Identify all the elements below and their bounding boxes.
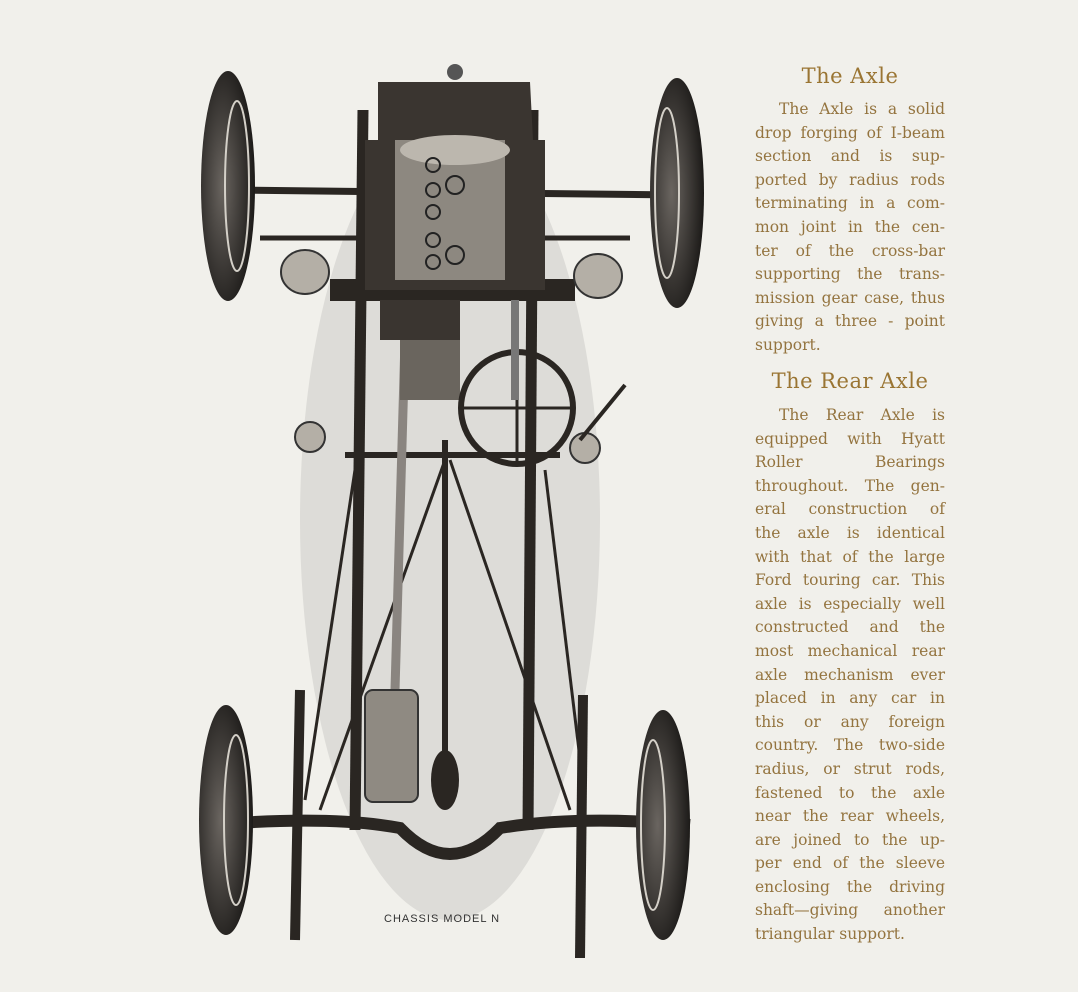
text-line: the axle is identical — [755, 523, 945, 542]
section-axle — [755, 64, 945, 358]
text-line: enclosing the driving — [755, 877, 945, 896]
section-rear-axle — [755, 369, 945, 947]
text-line: this or any foreign — [755, 712, 945, 731]
text-line: near the rear wheels, — [755, 807, 945, 826]
text-line: eral construction of — [755, 500, 945, 519]
text-line: throughout. The gen- — [755, 476, 945, 495]
text-line: axle mechanism ever — [755, 665, 945, 684]
text-line: terminating in a com- — [755, 194, 945, 213]
text-line: drop forging of I-beam — [755, 123, 945, 142]
text-line: support. — [755, 335, 821, 354]
figure-caption: CHASSIS MODEL N — [384, 913, 501, 925]
text-line: most mechanical rear — [755, 641, 945, 660]
text-line: Roller Bearings — [755, 453, 945, 472]
text-line: giving a three - point — [755, 312, 945, 331]
text-line: with that of the large — [755, 547, 945, 566]
text-line: axle is especially well — [755, 594, 945, 613]
text-line: fastened to the axle — [755, 783, 945, 802]
text-line: ported by radius rods — [755, 170, 945, 189]
section-body — [755, 404, 945, 947]
text-line: placed in any car in — [755, 689, 945, 708]
text-line: country. The two-side — [755, 736, 945, 755]
text-line: per end of the sleeve — [755, 854, 945, 873]
text-line: mon joint in the cen- — [755, 217, 945, 236]
text-line: section and is sup- — [755, 147, 945, 166]
text-line: The Rear Axle is — [779, 406, 945, 424]
text-line: shaft—giving another — [755, 901, 945, 920]
text-line: triangular support. — [755, 925, 905, 944]
text-line: Ford touring car. This — [755, 571, 945, 590]
muffler — [365, 690, 418, 802]
section-heading: The Rear Axle — [771, 369, 929, 393]
section-heading: The Axle — [801, 64, 899, 88]
text-line: equipped with Hyatt — [755, 429, 945, 448]
text-line: are joined to the up- — [755, 830, 945, 849]
section-body — [755, 98, 945, 358]
text-line: supporting the trans- — [755, 265, 945, 284]
text-line: mission gear case, thus — [755, 288, 945, 307]
text-line: The Axle is a solid — [779, 100, 945, 118]
text-line: radius, or strut rods, — [755, 759, 945, 778]
text-line: constructed and the — [755, 618, 945, 637]
text-line: ter of the cross-bar — [755, 241, 945, 260]
